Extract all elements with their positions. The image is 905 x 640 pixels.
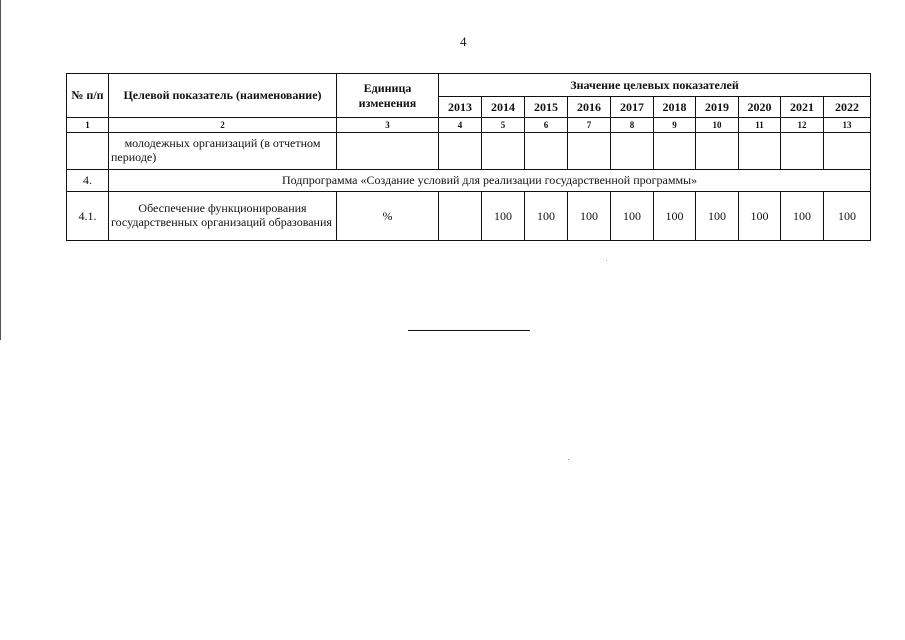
table-row-continuation [67, 133, 871, 170]
column-index: 5 [482, 118, 525, 133]
header-year: 2018 [654, 97, 696, 118]
column-index: 7 [568, 118, 611, 133]
row-num: 4.1. [67, 192, 109, 241]
row-unit [337, 133, 439, 170]
column-index: 11 [739, 118, 781, 133]
column-index: 8 [611, 118, 654, 133]
row-value [482, 133, 525, 170]
subprogram-num: 4. [67, 170, 109, 192]
column-index: 2 [109, 118, 337, 133]
subprogram-title: Подпрограмма «Создание условий для реализации государственной программы» [109, 170, 871, 192]
row-value [525, 133, 568, 170]
header-unit: Единица изменения [337, 74, 439, 118]
row-indicator: молодежных организаций (в отчетном периоде) [109, 133, 337, 170]
table-row-item [67, 192, 871, 241]
row-value [568, 133, 611, 170]
column-index: 3 [337, 118, 439, 133]
header-year: 2021 [781, 97, 824, 118]
row-value: 100 [525, 192, 568, 241]
scan-speck [568, 459, 569, 460]
column-index: 9 [654, 118, 696, 133]
header-year: 2020 [739, 97, 781, 118]
page-number: 4 [460, 34, 467, 49]
header-year: 2013 [439, 97, 482, 118]
column-index: 10 [696, 118, 739, 133]
header-year: 2017 [611, 97, 654, 118]
column-index: 6 [525, 118, 568, 133]
column-index: 12 [781, 118, 824, 133]
row-unit: % [337, 192, 439, 241]
row-value: 100 [654, 192, 696, 241]
header-num: № п/п [67, 74, 109, 118]
header-values-group: Значение целевых показателей [439, 74, 871, 97]
end-of-document-rule [408, 330, 530, 331]
column-index: 4 [439, 118, 482, 133]
row-value [781, 133, 824, 170]
row-value: 100 [824, 192, 871, 241]
header-year: 2019 [696, 97, 739, 118]
row-num [67, 133, 109, 170]
column-index: 13 [824, 118, 871, 133]
row-value [654, 133, 696, 170]
row-value: 100 [568, 192, 611, 241]
column-index-row [67, 118, 871, 133]
header-year: 2022 [824, 97, 871, 118]
row-value [611, 133, 654, 170]
header-year: 2016 [568, 97, 611, 118]
row-value: 100 [611, 192, 654, 241]
row-value [439, 133, 482, 170]
header-year: 2015 [525, 97, 568, 118]
row-value: 100 [739, 192, 781, 241]
table-row-subprogram [67, 170, 871, 192]
row-value [696, 133, 739, 170]
header-row-top [67, 74, 871, 97]
target-indicators-table [66, 73, 871, 241]
header-year: 2014 [482, 97, 525, 118]
row-value [824, 133, 871, 170]
row-value: 100 [696, 192, 739, 241]
row-value: 100 [781, 192, 824, 241]
scan-speck [606, 260, 607, 261]
column-index: 1 [67, 118, 109, 133]
row-value [739, 133, 781, 170]
row-value: 100 [482, 192, 525, 241]
row-indicator: Обеспечение функционирования государственных организаций образования [109, 192, 337, 241]
header-indicator: Целевой показатель (наименование) [109, 74, 337, 118]
page-left-edge-rule [0, 0, 1, 340]
row-value [439, 192, 482, 241]
